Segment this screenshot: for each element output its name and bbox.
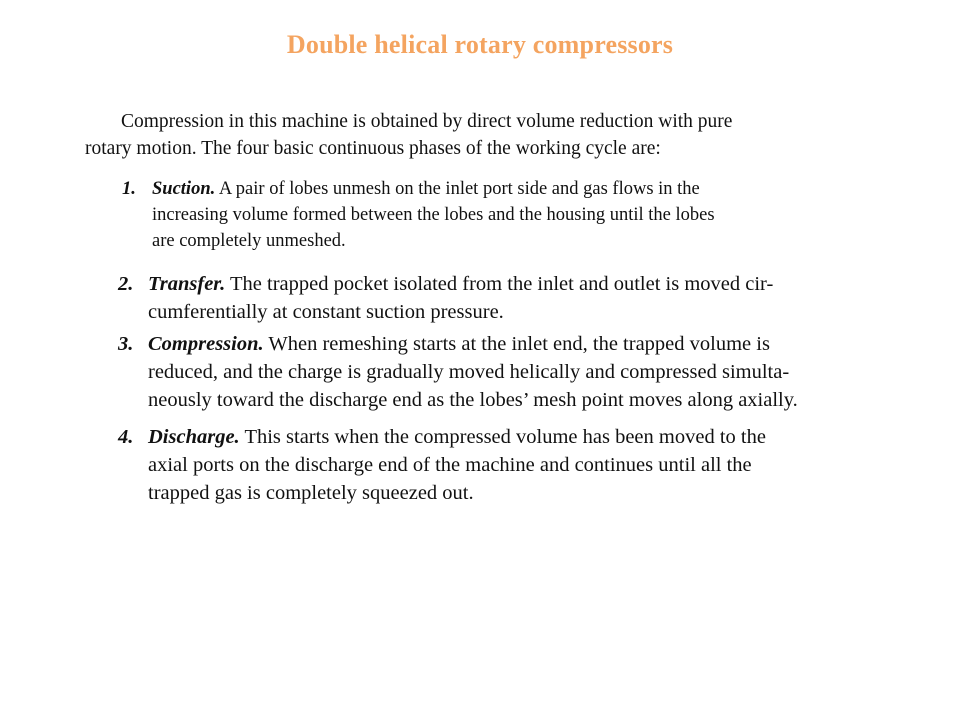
- phase-text: A pair of lobes unmesh on the inlet port side and gas flows in the: [218, 179, 700, 199]
- intro-paragraph: [85, 108, 855, 162]
- phase-item-discharge: [118, 423, 908, 507]
- phase-text: cumferentially at constant suction pressure.: [148, 301, 504, 323]
- phase-heading: Compression.: [148, 333, 264, 355]
- phase-text: increasing volume formed between the lobes and the housing until the lobes: [152, 205, 715, 225]
- phase-text: neously toward the discharge end as the lobes’ mesh point moves along axially.: [148, 389, 798, 411]
- intro-line: Compression in this machine is obtained by direct volume reduction with pure: [121, 111, 733, 132]
- phase-text: trapped gas is completely squeezed out.: [148, 482, 474, 504]
- phase-text: The trapped pocket isolated from the inlet and outlet is moved cir-: [230, 273, 774, 295]
- phase-text: reduced, and the charge is gradually moved helically and compressed simulta-: [148, 361, 790, 383]
- phase-item-suction: [122, 176, 842, 254]
- phase-heading: Discharge.: [148, 426, 240, 448]
- phase-text: This starts when the compressed volume has been moved to the: [244, 426, 766, 448]
- phase-item-compression: [118, 330, 908, 414]
- phase-number: 4.: [118, 426, 134, 448]
- phase-text: are completely unmeshed.: [152, 231, 346, 251]
- phase-text: When remeshing starts at the inlet end, the trapped volume is: [268, 333, 770, 355]
- phase-text: axial ports on the discharge end of the machine and continues until all the: [148, 454, 752, 476]
- phase-number: 3.: [118, 333, 134, 355]
- phase-number: 1.: [122, 179, 136, 199]
- intro-line: rotary motion. The four basic continuous phases of the working cycle are:: [85, 138, 661, 159]
- phase-item-transfer: [118, 270, 908, 326]
- phase-heading: Suction.: [152, 179, 216, 199]
- page-title: Double helical rotary compressors: [286, 30, 674, 59]
- phase-heading: Transfer.: [148, 273, 226, 295]
- phase-number: 2.: [118, 273, 134, 295]
